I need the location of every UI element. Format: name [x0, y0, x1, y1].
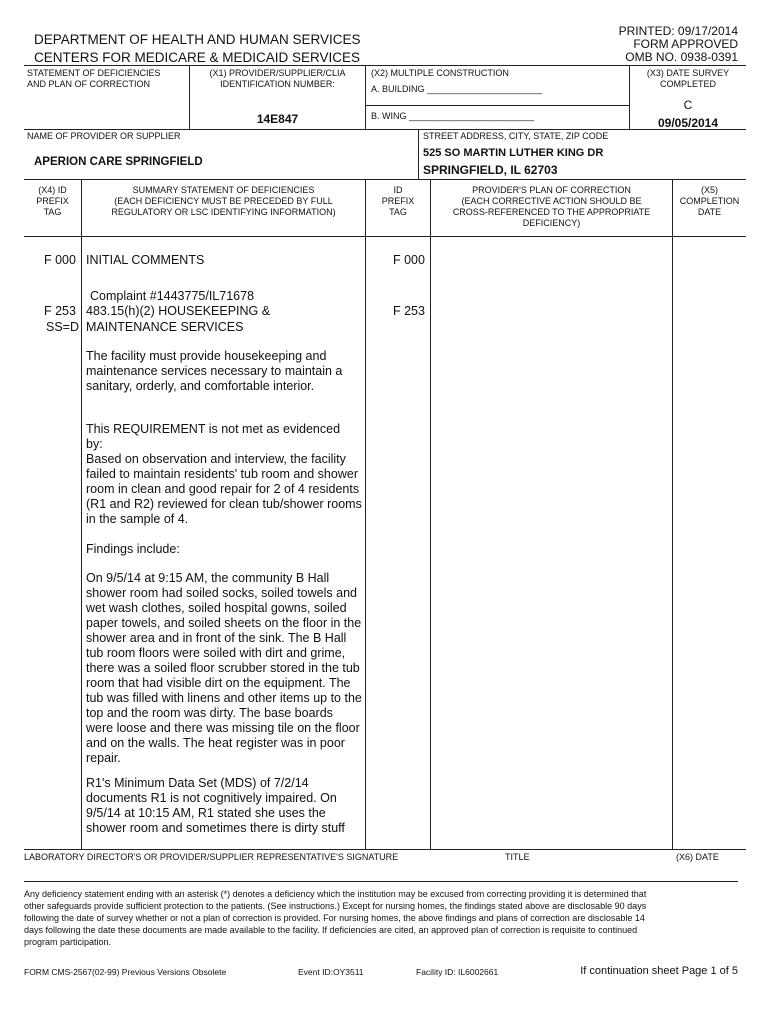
text-line: documents R1 is not cognitively impaired. On [86, 791, 337, 805]
disclaimer-text [24, 888, 646, 948]
text-line: paper towels, and soiled sheets on the floor in the [86, 616, 362, 630]
page-indicator: If continuation sheet Page 1 of 5 [580, 965, 738, 977]
evidence-paragraph [86, 422, 362, 527]
text-line: R1's Minimum Data Set (MDS) of 7/2/14 [86, 776, 309, 790]
divider [24, 179, 746, 180]
provider-name-label: NAME OF PROVIDER OR SUPPLIER [27, 131, 181, 141]
tag-f253: F 253 [44, 304, 76, 318]
summary-header-2: (EACH DEFICIENCY MUST BE PRECEDED BY FULL [114, 196, 333, 206]
title-label: TITLE [505, 852, 530, 862]
text-line: 9/5/14 at 10:15 AM, R1 stated she uses the [86, 806, 326, 820]
text-line: tub room floors were soiled with dirt and grime, [86, 646, 346, 660]
text-line: there was a soiled floor scrubber stored in the tub [86, 661, 360, 675]
text-line: Findings include: [86, 542, 180, 556]
id-header-2: PREFIX [381, 196, 415, 206]
resident-paragraph [86, 776, 345, 836]
summary-header: SUMMARY STATEMENT OF DEFICIENCIES [132, 185, 315, 195]
text-line: days following the date these documents are made available to the facility. If deficiencies are cited, an approved plan of correction is requisite to continued [24, 925, 638, 935]
text-line: following the date of survey whether or not a plan of correction is provided. For nursing homes, the above findings and plans of correction are disclosable 14 [24, 913, 645, 923]
building-label: A. BUILDING _______________________ [371, 84, 543, 94]
tag-f000-right: F 000 [393, 253, 425, 267]
department-name: DEPARTMENT OF HEALTH AND HUMAN SERVICES [34, 32, 361, 47]
date-label: (X6) DATE [676, 852, 719, 862]
column-divider [81, 179, 82, 849]
x5-header: (X5) [700, 185, 718, 195]
text-line: were loose and there was missing tile on the floor [86, 721, 360, 735]
tag-f253-right: F 253 [393, 304, 425, 318]
summary-header-3: REGULATORY OR LSC IDENTIFYING INFORMATION) [111, 207, 336, 217]
text-line: other safeguards provide sufficient protection to the patients. (See instructions.) Except for nursing homes, the findings stated above are disclosable 90 days [24, 901, 647, 911]
printed-date: PRINTED: 09/17/2014 [618, 24, 738, 38]
x4-header: (X4) ID [38, 185, 67, 195]
findings-heading [86, 542, 180, 557]
text-line: room in clean and good repair for 2 of 4 residents [86, 482, 360, 496]
severity-code: SS=D [46, 320, 80, 334]
text-line: shower area and in front of the sink. The B Hall [86, 631, 347, 645]
regulation-line-1: 483.15(h)(2) HOUSEKEEPING & [86, 304, 271, 318]
form-approved: FORM APPROVED [633, 37, 738, 51]
form-top-border [24, 65, 746, 66]
text-line: repair. [86, 751, 121, 765]
address-label: STREET ADDRESS, CITY, STATE, ZIP CODE [423, 131, 609, 141]
text-line: Any deficiency statement ending with an asterisk (*) denotes a deficiency which the institution may be excused from correcting providing it is determined that [24, 889, 647, 899]
id-header-3: TAG [389, 207, 407, 217]
text-line: maintenance services necessary to maintain a [86, 364, 343, 378]
street-address: 525 SO MARTIN LUTHER KING DR [423, 147, 604, 159]
text-line: and on the walls. The heat register was in poor [86, 736, 345, 750]
text-line: Based on observation and interview, the facility [86, 452, 346, 466]
column-divider [430, 179, 431, 849]
x5-header-3: DATE [697, 207, 722, 217]
x3-label-2: COMPLETED [659, 79, 716, 89]
facility-id: Facility ID: IL6002661 [416, 967, 499, 977]
tag-f000: F 000 [44, 253, 76, 267]
statement-label: STATEMENT OF DEFICIENCIES [27, 68, 161, 78]
plan-header: PROVIDER'S PLAN OF CORRECTION [472, 185, 631, 195]
agency-name: CENTERS FOR MEDICARE & MEDICAID SERVICES [34, 50, 361, 65]
text-line: top and the room was dirty. The base boards [86, 706, 333, 720]
text-line: in the sample of 4. [86, 512, 189, 526]
x5-header-2: COMPLETION [679, 196, 740, 206]
x1-label: (X1) PROVIDER/SUPPLIER/CLIA [209, 68, 346, 78]
provider-number: 14E847 [256, 112, 299, 126]
text-line: shower room had soiled socks, soiled towels and [86, 586, 357, 600]
text-line: by: [86, 437, 103, 451]
text-line: The facility must provide housekeeping and [86, 349, 327, 363]
text-line: This REQUIREMENT is not met as evidenced [86, 422, 341, 436]
provider-name: APERION CARE SPRINGFIELD [34, 156, 203, 168]
column-divider [672, 179, 673, 849]
form-number: FORM CMS-2567(02-99) Previous Versions Obsolete [24, 967, 227, 977]
city-state-zip: SPRINGFIELD, IL 62703 [423, 163, 558, 177]
statement-label-2: AND PLAN OF CORRECTION [27, 79, 151, 89]
signature-label: LABORATORY DIRECTOR'S OR PROVIDER/SUPPLIER REPRESENTATIVE'S SIGNATURE [24, 852, 399, 862]
regulation-line-2: MAINTENANCE SERVICES [86, 320, 244, 334]
text-line: On 9/5/14 at 9:15 AM, the community B Hall [86, 571, 330, 585]
plan-header-2: (EACH CORRECTIVE ACTION SHOULD BE [461, 196, 642, 206]
text-line: tub was filled with linens and other items up to the [86, 691, 362, 705]
x1-label-2: IDENTIFICATION NUMBER: [220, 79, 335, 89]
column-divider [365, 179, 366, 849]
text-line: sanitary, orderly, and comfortable interior. [86, 379, 315, 393]
initial-comments-heading: INITIAL COMMENTS [86, 253, 205, 267]
divider [24, 236, 746, 237]
requirement-paragraph [86, 349, 342, 394]
text-line: shower room and sometimes there is dirty stuff [86, 821, 345, 835]
text-line: room that had visible dirt on the equipment. The [86, 676, 351, 690]
plan-header-4: DEFICIENCY) [522, 218, 581, 228]
wing-label: B. WING _________________________ [371, 111, 535, 121]
x3-label: (X3) DATE SURVEY [646, 68, 730, 78]
signature-underline [24, 881, 738, 882]
text-line: program participation. [24, 937, 112, 947]
divider [365, 65, 366, 129]
complaint-number: Complaint #1443775/IL71678 [90, 289, 255, 303]
event-id: Event ID:OY3511 [298, 967, 364, 977]
x4-header-2: PREFIX [36, 196, 69, 206]
survey-date: 09/05/2014 [657, 116, 719, 130]
text-line: failed to maintain residents' tub room and shower [86, 467, 358, 481]
x4-header-3: TAG [43, 207, 62, 217]
divider [418, 129, 419, 179]
plan-header-3: CROSS-REFERENCED TO THE APPROPRIATE [452, 207, 651, 217]
divider [365, 105, 629, 106]
findings-paragraph [86, 571, 362, 766]
text-line: wet wash clothes, soiled hospital gowns, soiled [86, 601, 347, 615]
id-header: ID [393, 185, 403, 195]
survey-code: C [683, 98, 693, 112]
table-bottom-border [24, 849, 746, 850]
omb-number: OMB NO. 0938-0391 [625, 50, 738, 64]
x2-label: (X2) MULTIPLE CONSTRUCTION [371, 68, 509, 78]
text-line: (R1 and R2) reviewed for clean tub/shower rooms [86, 497, 362, 511]
